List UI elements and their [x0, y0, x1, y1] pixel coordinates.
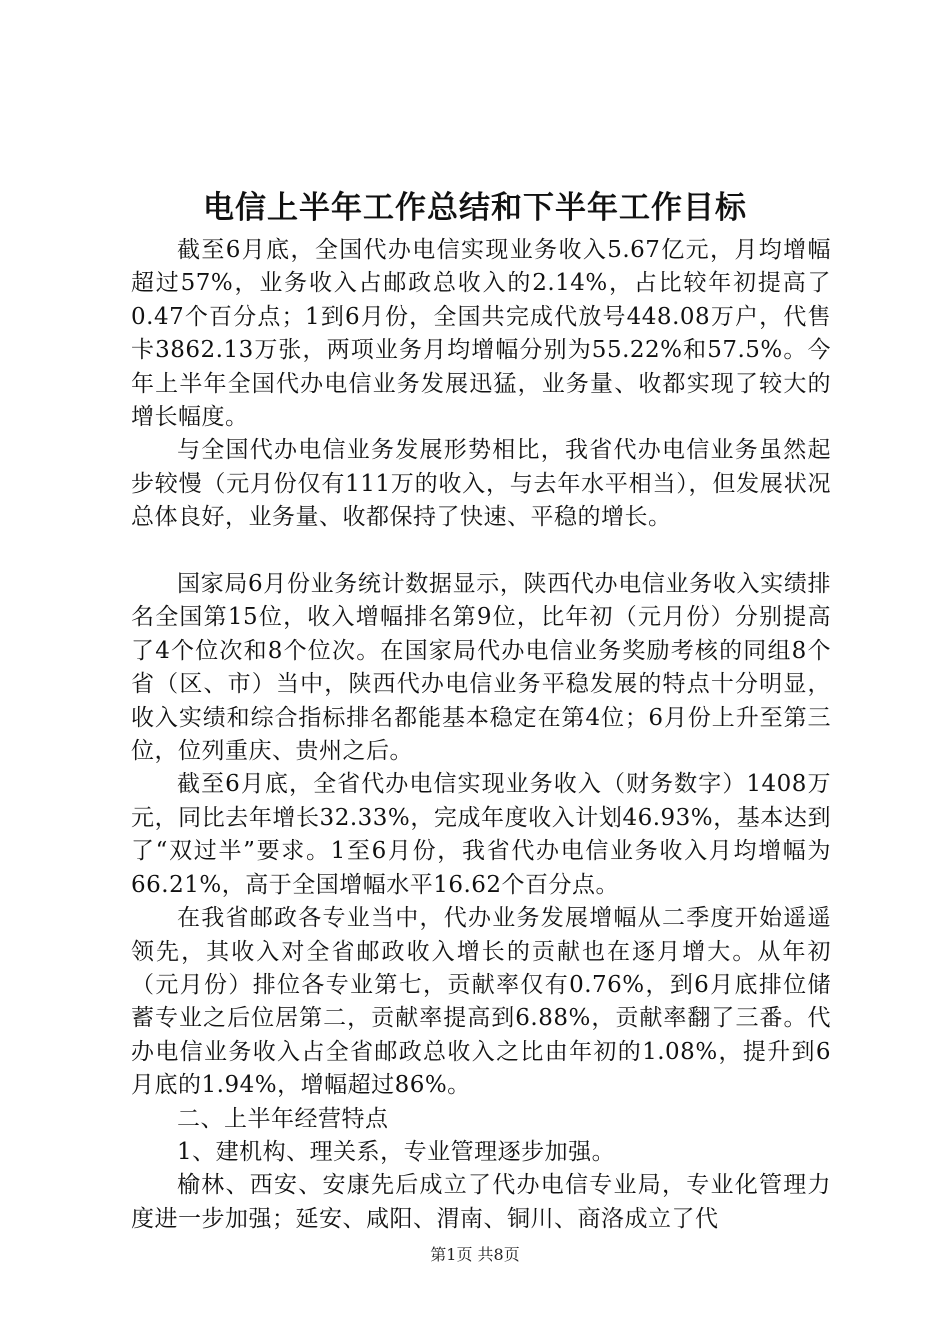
document-title: 电信上半年工作总结和下半年工作目标 — [203, 190, 747, 226]
paragraph: 截至6月底，全国代办电信实现业务收入5.67亿元，月均增幅超过57%，业务收入占邮政总收入的2.14%，占比较年初提高了0.47个百分点；1到6月份，全国共完成代放号448.08万户，代售卡3862.13万张，两项业务月均增幅分别为55.22%和57.5%。今年上半年全国代办电信业务发展迅猛，业务量、收都实现了较大的增长幅度。 — [131, 237, 831, 431]
paragraph: 榆林、西安、安康先后成立了代办电信专业局，专业化管理力度进一步加强；延安、咸阳、渭南、铜川、商洛成立了代 — [131, 1172, 831, 1232]
document-body — [131, 234, 831, 1236]
section-heading: 二、上半年经营特点 — [177, 1105, 389, 1132]
page-number-footer: 第1页 共8页 — [430, 1245, 520, 1264]
paragraph: 国家局6月份业务统计数据显示，陕西代办电信业务收入实绩排名全国第15位，收入增幅排名第9位，比年初（元月份）分别提高了4个位次和8个位次。在国家局代办电信业务奖励考核的同组8个省（区、市）当中，陕西代办电信业务平稳发展的特点十分明显，收入实绩和综合指标排名都能基本稳定在第4位；6月份上升至第三位，位列重庆、贵州之后。 — [131, 571, 831, 765]
paragraph: 与全国代办电信业务发展形势相比，我省代办电信业务虽然起步较慢（元月份仅有111万的收入，与去年水平相当），但发展状况总体良好，业务量、收都保持了快速、平稳的增长。 — [131, 437, 831, 531]
paragraph: 在我省邮政各专业当中，代办业务发展增幅从二季度开始遥遥领先，其收入对全省邮政收入增长的贡献也在逐月增大。从年初（元月份）排位各专业第七，贡献率仅有0.76%，到6月底排位储蓄专业之后位居第二，贡献率提高到6.88%，贡献率翻了三番。代办电信业务收入占全省邮政总收入之比由年初的1.08%，提升到6月底的1.94%，增幅超过86%。 — [131, 905, 831, 1099]
subsection-heading: 1、建机构、理关系，专业管理逐步加强。 — [177, 1138, 616, 1165]
paragraph: 截至6月底，全省代办电信实现业务收入（财务数字）1408万元，同比去年增长32.33%，完成年度收入计划46.93%，基本达到了“双过半”要求。1至6月份，我省代办电信业务收入月均增幅为66.21%，高于全国增幅水平16.62个百分点。 — [131, 771, 831, 898]
